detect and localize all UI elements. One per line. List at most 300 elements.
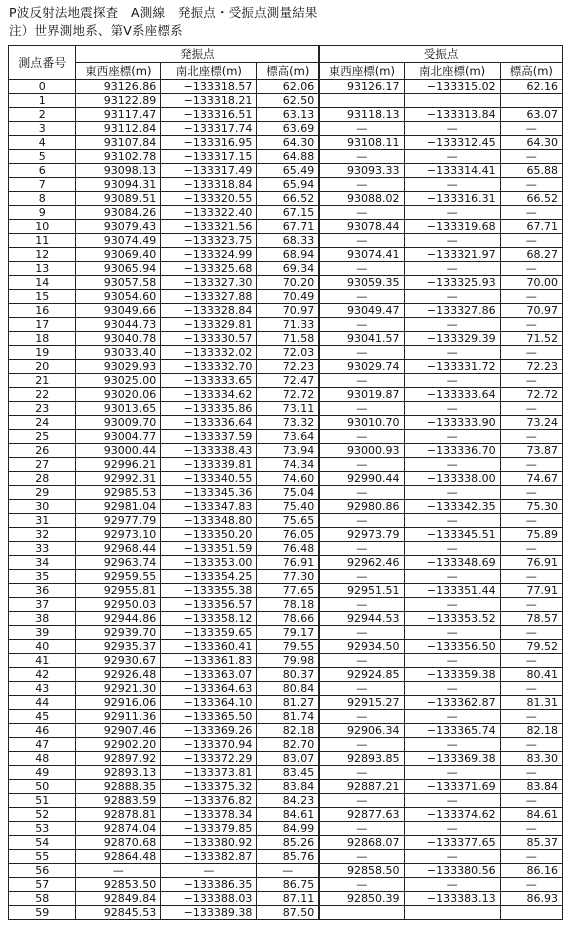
receiver-easting-cell: —	[319, 290, 404, 304]
receiver-elevation-cell: —	[500, 318, 562, 332]
shot-easting-cell: 92849.84	[76, 892, 161, 906]
table-row	[9, 416, 563, 430]
shot-northing-cell: −133316.51	[161, 108, 257, 122]
shot-northing-cell: −133338.43	[161, 444, 257, 458]
shot-easting-cell: 93000.44	[76, 444, 161, 458]
shot-elevation-cell: 70.97	[257, 304, 319, 318]
table-row	[9, 332, 563, 346]
receiver-northing-cell: −133359.38	[404, 668, 500, 682]
receiver-easting-cell: 92924.85	[319, 668, 404, 682]
table-row	[9, 668, 563, 682]
point-number-cell: 3	[9, 122, 76, 136]
point-number-cell: 12	[9, 248, 76, 262]
receiver-northing-cell: −133383.13	[404, 892, 500, 906]
shot-elevation-cell: 72.23	[257, 360, 319, 374]
table-row	[9, 808, 563, 822]
receiver-elevation-cell: —	[500, 878, 562, 892]
point-number-cell: 43	[9, 682, 76, 696]
header-shot-elevation: 標高(m)	[257, 63, 319, 80]
shot-northing-cell: −133330.57	[161, 332, 257, 346]
shot-easting-cell: 92963.74	[76, 556, 161, 570]
receiver-elevation-cell: 74.67	[500, 472, 562, 486]
receiver-northing-cell: −133348.69	[404, 556, 500, 570]
shot-easting-cell: 92845.53	[76, 906, 161, 920]
shot-elevation-cell: 70.49	[257, 290, 319, 304]
point-number-cell: 19	[9, 346, 76, 360]
shot-elevation-cell: 62.06	[257, 80, 319, 94]
table-row	[9, 654, 563, 668]
point-number-cell: 35	[9, 570, 76, 584]
receiver-elevation-cell: 75.89	[500, 528, 562, 542]
shot-elevation-cell: 80.37	[257, 668, 319, 682]
receiver-easting-cell: 92951.51	[319, 584, 404, 598]
receiver-northing-cell	[404, 906, 500, 920]
shot-northing-cell: −133382.87	[161, 850, 257, 864]
receiver-northing-cell: —	[404, 290, 500, 304]
table-row	[9, 780, 563, 794]
shot-northing-cell: −133389.38	[161, 906, 257, 920]
header-receiver-northing: 南北座標(m)	[404, 63, 500, 80]
shot-elevation-cell: 83.07	[257, 752, 319, 766]
receiver-northing-cell: —	[404, 738, 500, 752]
shot-easting-cell: 93094.31	[76, 178, 161, 192]
table-row	[9, 486, 563, 500]
table-row	[9, 220, 563, 234]
receiver-elevation-cell: —	[500, 346, 562, 360]
point-number-cell: 38	[9, 612, 76, 626]
receiver-northing-cell: —	[404, 822, 500, 836]
receiver-easting-cell: —	[319, 850, 404, 864]
receiver-elevation-cell: —	[500, 262, 562, 276]
table-row	[9, 864, 563, 878]
shot-elevation-cell: 76.91	[257, 556, 319, 570]
shot-northing-cell: −133327.88	[161, 290, 257, 304]
shot-northing-cell: −133365.50	[161, 710, 257, 724]
receiver-elevation-cell: 66.52	[500, 192, 562, 206]
shot-elevation-cell: 85.26	[257, 836, 319, 850]
receiver-elevation-cell: 73.87	[500, 444, 562, 458]
point-number-cell: 17	[9, 318, 76, 332]
shot-northing-cell: −133359.65	[161, 626, 257, 640]
point-number-cell: 7	[9, 178, 76, 192]
table-row	[9, 248, 563, 262]
shot-easting-cell: 92935.37	[76, 640, 161, 654]
receiver-elevation-cell: —	[500, 458, 562, 472]
point-number-cell: 53	[9, 822, 76, 836]
receiver-northing-cell: −133353.52	[404, 612, 500, 626]
point-number-cell: 21	[9, 374, 76, 388]
shot-northing-cell: −133353.00	[161, 556, 257, 570]
receiver-elevation-cell	[500, 94, 562, 108]
shot-elevation-cell: 67.71	[257, 220, 319, 234]
receiver-northing-cell: —	[404, 654, 500, 668]
shot-northing-cell: −133354.25	[161, 570, 257, 584]
shot-easting-cell: 93049.66	[76, 304, 161, 318]
shot-elevation-cell: 73.32	[257, 416, 319, 430]
point-number-cell: 25	[9, 430, 76, 444]
receiver-easting-cell: 92990.44	[319, 472, 404, 486]
receiver-northing-cell: −133325.93	[404, 276, 500, 290]
shot-elevation-cell: 81.27	[257, 696, 319, 710]
shot-elevation-cell: 84.61	[257, 808, 319, 822]
receiver-elevation-cell: 64.30	[500, 136, 562, 150]
receiver-northing-cell	[404, 94, 500, 108]
shot-elevation-cell: 84.99	[257, 822, 319, 836]
receiver-easting-cell: —	[319, 682, 404, 696]
receiver-easting-cell: —	[319, 654, 404, 668]
table-row	[9, 458, 563, 472]
shot-easting-cell: 92870.68	[76, 836, 161, 850]
table-row	[9, 388, 563, 402]
shot-northing-cell: −133317.15	[161, 150, 257, 164]
receiver-elevation-cell: —	[500, 766, 562, 780]
receiver-northing-cell: —	[404, 682, 500, 696]
shot-northing-cell: −133318.84	[161, 178, 257, 192]
shot-easting-cell: 92950.03	[76, 598, 161, 612]
receiver-elevation-cell: —	[500, 682, 562, 696]
receiver-northing-cell: −133351.44	[404, 584, 500, 598]
shot-easting-cell: 92883.59	[76, 794, 161, 808]
table-row	[9, 696, 563, 710]
table-row	[9, 626, 563, 640]
receiver-northing-cell: −133377.65	[404, 836, 500, 850]
table-row	[9, 906, 563, 920]
receiver-elevation-cell: —	[500, 626, 562, 640]
shot-northing-cell: −133379.85	[161, 822, 257, 836]
shot-elevation-cell: 72.47	[257, 374, 319, 388]
receiver-easting-cell: 93108.11	[319, 136, 404, 150]
table-row	[9, 164, 563, 178]
receiver-northing-cell: −133319.68	[404, 220, 500, 234]
table-row	[9, 724, 563, 738]
receiver-elevation-cell: —	[500, 710, 562, 724]
receiver-elevation-cell: —	[500, 290, 562, 304]
receiver-elevation-cell: 79.52	[500, 640, 562, 654]
receiver-easting-cell: 92877.63	[319, 808, 404, 822]
receiver-elevation-cell: 75.30	[500, 500, 562, 514]
document-title: P波反射法地震探査 A測線 発振点・受振点測量結果	[9, 5, 318, 20]
receiver-easting-cell: 93088.02	[319, 192, 404, 206]
shot-elevation-cell: 74.34	[257, 458, 319, 472]
shot-easting-cell: 92955.81	[76, 584, 161, 598]
receiver-northing-cell: —	[404, 122, 500, 136]
receiver-northing-cell: —	[404, 458, 500, 472]
shot-easting-cell: 92977.79	[76, 514, 161, 528]
shot-northing-cell: −133364.10	[161, 696, 257, 710]
receiver-northing-cell: —	[404, 626, 500, 640]
receiver-elevation-cell: 78.57	[500, 612, 562, 626]
shot-easting-cell: 93040.78	[76, 332, 161, 346]
table-row	[9, 766, 563, 780]
shot-easting-cell: 92921.30	[76, 682, 161, 696]
receiver-easting-cell: 92858.50	[319, 864, 404, 878]
receiver-easting-cell: 92934.50	[319, 640, 404, 654]
receiver-easting-cell: —	[319, 178, 404, 192]
receiver-elevation-cell: —	[500, 850, 562, 864]
shot-easting-cell: 92874.04	[76, 822, 161, 836]
table-row	[9, 892, 563, 906]
receiver-easting-cell: 92962.46	[319, 556, 404, 570]
survey-results-table	[8, 45, 563, 920]
receiver-easting-cell: —	[319, 458, 404, 472]
shot-easting-cell: 93089.51	[76, 192, 161, 206]
receiver-elevation-cell: 85.37	[500, 836, 562, 850]
receiver-easting-cell: 93059.35	[319, 276, 404, 290]
shot-easting-cell: 93029.93	[76, 360, 161, 374]
receiver-easting-cell: 92980.86	[319, 500, 404, 514]
table-row	[9, 514, 563, 528]
table-row	[9, 444, 563, 458]
table-row	[9, 528, 563, 542]
receiver-northing-cell: —	[404, 262, 500, 276]
point-number-cell: 59	[9, 906, 76, 920]
receiver-easting-cell: —	[319, 766, 404, 780]
receiver-elevation-cell: 71.52	[500, 332, 562, 346]
shot-easting-cell: 93074.49	[76, 234, 161, 248]
point-number-cell: 31	[9, 514, 76, 528]
receiver-elevation-cell: —	[500, 122, 562, 136]
receiver-easting-cell: —	[319, 122, 404, 136]
receiver-northing-cell: −133345.51	[404, 528, 500, 542]
shot-easting-cell: 92907.46	[76, 724, 161, 738]
receiver-elevation-cell: —	[500, 234, 562, 248]
shot-northing-cell: −133336.64	[161, 416, 257, 430]
shot-easting-cell: 92930.67	[76, 654, 161, 668]
shot-elevation-cell: 64.30	[257, 136, 319, 150]
shot-elevation-cell: 72.03	[257, 346, 319, 360]
shot-easting-cell: 92888.35	[76, 780, 161, 794]
table-row	[9, 682, 563, 696]
receiver-elevation-cell: 70.97	[500, 304, 562, 318]
header-receiver-easting: 東西座標(m)	[319, 63, 404, 80]
shot-easting-cell: 93102.78	[76, 150, 161, 164]
shot-easting-cell: 93065.94	[76, 262, 161, 276]
receiver-northing-cell: −133327.86	[404, 304, 500, 318]
table-row	[9, 178, 563, 192]
header-point-number: 測点番号	[9, 46, 76, 80]
receiver-northing-cell: —	[404, 542, 500, 556]
shot-easting-cell: 93084.26	[76, 206, 161, 220]
table-row	[9, 850, 563, 864]
receiver-elevation-cell: —	[500, 822, 562, 836]
shot-elevation-cell: 77.65	[257, 584, 319, 598]
table-row	[9, 570, 563, 584]
table-row	[9, 598, 563, 612]
shot-northing-cell: −133373.81	[161, 766, 257, 780]
table-row	[9, 402, 563, 416]
shot-easting-cell: 92911.36	[76, 710, 161, 724]
receiver-elevation-cell: —	[500, 486, 562, 500]
receiver-northing-cell: —	[404, 374, 500, 388]
shot-elevation-cell: 86.75	[257, 878, 319, 892]
receiver-elevation-cell: —	[500, 178, 562, 192]
shot-easting-cell: 93013.65	[76, 402, 161, 416]
receiver-elevation-cell: 73.24	[500, 416, 562, 430]
table-row	[9, 360, 563, 374]
shot-northing-cell: −133363.07	[161, 668, 257, 682]
table-row	[9, 374, 563, 388]
shot-elevation-cell: 70.20	[257, 276, 319, 290]
table-row	[9, 94, 563, 108]
receiver-northing-cell: −133365.74	[404, 724, 500, 738]
table-row	[9, 584, 563, 598]
receiver-elevation-cell: —	[500, 794, 562, 808]
shot-elevation-cell: 77.30	[257, 570, 319, 584]
shot-northing-cell: −133339.81	[161, 458, 257, 472]
shot-northing-cell: −133370.94	[161, 738, 257, 752]
shot-elevation-cell: 83.45	[257, 766, 319, 780]
table-row	[9, 430, 563, 444]
point-number-cell: 51	[9, 794, 76, 808]
shot-elevation-cell: 67.15	[257, 206, 319, 220]
receiver-easting-cell: 93126.17	[319, 80, 404, 94]
shot-easting-cell: 93069.40	[76, 248, 161, 262]
point-number-cell: 23	[9, 402, 76, 416]
receiver-northing-cell: —	[404, 514, 500, 528]
shot-elevation-cell: 65.49	[257, 164, 319, 178]
shot-northing-cell: −133364.63	[161, 682, 257, 696]
receiver-elevation-cell: 63.07	[500, 108, 562, 122]
shot-northing-cell: −133324.99	[161, 248, 257, 262]
shot-easting-cell: 93098.13	[76, 164, 161, 178]
table-row	[9, 752, 563, 766]
table-row	[9, 136, 563, 150]
shot-easting-cell: 93020.06	[76, 388, 161, 402]
shot-easting-cell: 93126.86	[76, 80, 161, 94]
point-number-cell: 58	[9, 892, 76, 906]
shot-northing-cell: −133355.38	[161, 584, 257, 598]
receiver-elevation-cell: 84.61	[500, 808, 562, 822]
point-number-cell: 30	[9, 500, 76, 514]
shot-elevation-cell: 80.84	[257, 682, 319, 696]
point-number-cell: 42	[9, 668, 76, 682]
shot-elevation-cell: 72.72	[257, 388, 319, 402]
receiver-easting-cell: 93000.93	[319, 444, 404, 458]
receiver-elevation-cell: —	[500, 598, 562, 612]
receiver-elevation-cell: 83.84	[500, 780, 562, 794]
shot-easting-cell: 92916.06	[76, 696, 161, 710]
receiver-northing-cell: —	[404, 710, 500, 724]
receiver-easting-cell	[319, 94, 404, 108]
receiver-northing-cell: −133314.41	[404, 164, 500, 178]
point-number-cell: 8	[9, 192, 76, 206]
table-row	[9, 318, 563, 332]
receiver-northing-cell: —	[404, 794, 500, 808]
shot-elevation-cell: 75.65	[257, 514, 319, 528]
receiver-northing-cell: −133338.00	[404, 472, 500, 486]
receiver-elevation-cell: 77.91	[500, 584, 562, 598]
receiver-easting-cell: —	[319, 738, 404, 752]
receiver-northing-cell: −133313.84	[404, 108, 500, 122]
point-number-cell: 18	[9, 332, 76, 346]
point-number-cell: 24	[9, 416, 76, 430]
shot-easting-cell: 93122.89	[76, 94, 161, 108]
header-receiver-point-group: 受振点	[319, 46, 562, 63]
receiver-easting-cell: —	[319, 234, 404, 248]
shot-easting-cell: 92926.48	[76, 668, 161, 682]
receiver-elevation-cell: —	[500, 374, 562, 388]
table-row	[9, 276, 563, 290]
shot-elevation-cell: 68.94	[257, 248, 319, 262]
point-number-cell: 46	[9, 724, 76, 738]
shot-easting-cell: 93009.70	[76, 416, 161, 430]
shot-elevation-cell: 68.33	[257, 234, 319, 248]
point-number-cell: 52	[9, 808, 76, 822]
point-number-cell: 11	[9, 234, 76, 248]
shot-elevation-cell: 73.11	[257, 402, 319, 416]
header-shot-northing: 南北座標(m)	[161, 63, 257, 80]
shot-elevation-cell: 85.76	[257, 850, 319, 864]
shot-northing-cell: −133317.49	[161, 164, 257, 178]
receiver-elevation-cell: 86.16	[500, 864, 562, 878]
receiver-easting-cell: —	[319, 150, 404, 164]
shot-northing-cell: −133345.36	[161, 486, 257, 500]
point-number-cell: 44	[9, 696, 76, 710]
receiver-easting-cell: 92906.34	[319, 724, 404, 738]
shot-northing-cell: −133318.21	[161, 94, 257, 108]
point-number-cell: 2	[9, 108, 76, 122]
shot-northing-cell: −133378.34	[161, 808, 257, 822]
receiver-northing-cell: −133333.90	[404, 416, 500, 430]
point-number-cell: 45	[9, 710, 76, 724]
shot-elevation-cell: 69.34	[257, 262, 319, 276]
shot-easting-cell: 93033.40	[76, 346, 161, 360]
shot-northing-cell: −133340.55	[161, 472, 257, 486]
receiver-easting-cell: —	[319, 878, 404, 892]
shot-easting-cell: 92996.21	[76, 458, 161, 472]
receiver-elevation-cell	[500, 906, 562, 920]
receiver-northing-cell: −133321.97	[404, 248, 500, 262]
table-row	[9, 822, 563, 836]
receiver-northing-cell: −133315.02	[404, 80, 500, 94]
shot-elevation-cell: 76.05	[257, 528, 319, 542]
point-number-cell: 34	[9, 556, 76, 570]
receiver-northing-cell: −133331.72	[404, 360, 500, 374]
point-number-cell: 4	[9, 136, 76, 150]
table-row	[9, 290, 563, 304]
receiver-northing-cell: −133312.45	[404, 136, 500, 150]
table-row	[9, 500, 563, 514]
shot-easting-cell: 92959.55	[76, 570, 161, 584]
table-row	[9, 108, 563, 122]
table-row	[9, 836, 563, 850]
shot-northing-cell: −133356.57	[161, 598, 257, 612]
receiver-elevation-cell: —	[500, 430, 562, 444]
shot-elevation-cell: 79.55	[257, 640, 319, 654]
receiver-easting-cell: —	[319, 262, 404, 276]
shot-northing-cell: −133321.56	[161, 220, 257, 234]
shot-elevation-cell: 66.52	[257, 192, 319, 206]
receiver-easting-cell	[319, 906, 404, 920]
receiver-easting-cell: —	[319, 486, 404, 500]
table-row	[9, 878, 563, 892]
point-number-cell: 1	[9, 94, 76, 108]
shot-elevation-cell: 62.50	[257, 94, 319, 108]
point-number-cell: 10	[9, 220, 76, 234]
shot-northing-cell: −133369.26	[161, 724, 257, 738]
receiver-elevation-cell: 65.88	[500, 164, 562, 178]
table-row	[9, 304, 563, 318]
shot-elevation-cell: 71.58	[257, 332, 319, 346]
receiver-easting-cell: 93118.13	[319, 108, 404, 122]
shot-elevation-cell: 81.74	[257, 710, 319, 724]
shot-northing-cell: −133317.74	[161, 122, 257, 136]
receiver-elevation-cell: —	[500, 402, 562, 416]
receiver-easting-cell: —	[319, 570, 404, 584]
table-row	[9, 710, 563, 724]
shot-easting-cell: 93054.60	[76, 290, 161, 304]
table-row	[9, 794, 563, 808]
